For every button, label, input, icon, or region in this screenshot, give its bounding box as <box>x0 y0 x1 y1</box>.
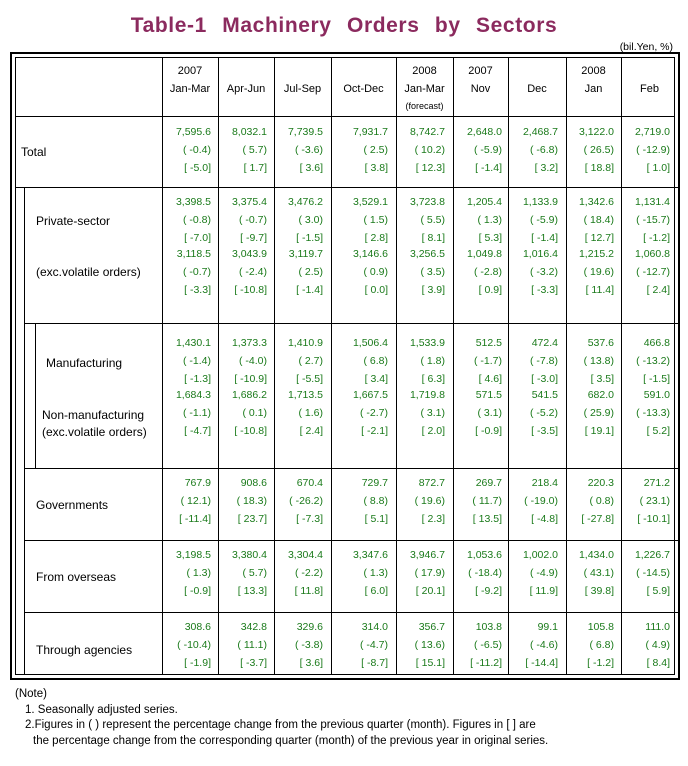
cell-value: [ -27.8] <box>581 513 614 525</box>
cell-value: [ 5.3] <box>478 232 502 244</box>
cell-value: ( 18.3) <box>236 495 267 507</box>
col-header-2007-nov: 2007 Nov <box>468 65 493 95</box>
cell-value: [ 8.1] <box>421 232 445 244</box>
cell-value: 571.5 <box>475 389 502 401</box>
cell-value: ( -26.2) <box>289 495 323 507</box>
cell-value: ( 2.7) <box>298 355 323 367</box>
col-header-2008-jan-mar: 2008 Jan-Mar (forecast) <box>404 65 445 111</box>
cell-value: [ 39.8] <box>584 585 614 597</box>
cell-value: ( 8.8) <box>363 495 388 507</box>
cell-value: 8,032.1 <box>231 126 267 138</box>
cell-value: [ 11.4] <box>585 284 614 296</box>
cell-value: 3,256.5 <box>409 248 445 260</box>
cell-value: ( -6.8) <box>529 144 558 156</box>
row-label-manufacturing: Manufacturing <box>46 356 123 370</box>
cell-value: [ -14.4] <box>525 657 558 669</box>
cell-value: ( -19.0) <box>524 495 558 507</box>
cell-value: 269.7 <box>475 477 502 489</box>
cell-value: 537.6 <box>587 337 614 349</box>
cell-value: [ 3.5] <box>590 373 614 385</box>
cell-value: [ 1.7] <box>243 162 267 174</box>
cell-value: ( -5.2) <box>529 407 558 419</box>
cell-value: ( -0.4) <box>182 144 211 156</box>
cell-value: [ 1.0] <box>646 162 670 174</box>
cell-value: [ -4.7] <box>184 425 211 437</box>
cell-value: 220.3 <box>587 477 614 489</box>
cell-value: [ 3.4] <box>364 373 388 385</box>
cell-value: [ 2.8] <box>364 232 388 244</box>
cell-value: [ 3.6] <box>299 162 323 174</box>
cell-value: [ -2.1] <box>361 425 388 437</box>
cell-value: [ -1.2] <box>587 657 614 669</box>
cell-value: ( 17.9) <box>414 567 445 579</box>
cell-value: [ 19.1] <box>584 425 614 437</box>
cell-value: [ -1.4] <box>531 232 558 244</box>
table-inner <box>15 57 675 675</box>
cell-value: 3,529.1 <box>352 196 388 208</box>
cell-value: ( -2.4) <box>238 266 267 278</box>
cell-value: 271.2 <box>643 477 670 489</box>
cell-value: [ -1.2] <box>643 232 670 244</box>
cell-value: ( -12.7) <box>636 266 670 278</box>
col-header-2007-jan-mar: 2007 Jan-Mar <box>169 65 211 95</box>
cell-value: 2,468.7 <box>522 126 558 138</box>
cell-value: 541.5 <box>531 389 558 401</box>
cell-value: ( 1.8) <box>420 355 445 367</box>
cell-value: 329.6 <box>296 621 323 633</box>
cell-value: 1,049.8 <box>466 248 502 260</box>
cell-value: ( 0.9) <box>363 266 388 278</box>
cell-value: 591.0 <box>643 389 670 401</box>
cell-value: 356.7 <box>418 621 445 633</box>
cell-value: 1,226.7 <box>634 549 670 561</box>
cell-value: [ -1.4] <box>296 284 323 296</box>
col-header-jul-sep: Jul-Sep <box>283 83 322 95</box>
cell-value: ( 25.9) <box>583 407 614 419</box>
cell-value: [ 3.8] <box>364 162 388 174</box>
cell-value: 3,723.8 <box>409 196 445 208</box>
row-label-through-agencies: Through agencies <box>36 643 133 657</box>
cell-value: ( -7.8) <box>529 355 558 367</box>
cell-value: ( 4.9) <box>645 639 670 651</box>
cell-value: ( 0.8) <box>589 495 614 507</box>
cell-value: [ -1.9] <box>184 657 211 669</box>
cell-value: [ -9.7] <box>240 232 267 244</box>
cell-value: ( -2.7) <box>359 407 388 419</box>
cell-value: [ 5.9] <box>646 585 670 597</box>
cell-value: ( -2.2) <box>294 567 323 579</box>
cell-value: ( 3.5) <box>420 266 445 278</box>
cell-value: [ 11.9] <box>529 585 558 597</box>
note-1: 1. Seasonally adjusted series. <box>25 703 178 716</box>
row-label-non-manufacturing-sub: (exc.volatile orders) <box>42 425 147 439</box>
cell-value: 3,146.6 <box>352 248 388 260</box>
section-divider <box>24 323 678 324</box>
cell-value: ( 19.6) <box>414 495 445 507</box>
cell-value: [ 13.5] <box>472 513 502 525</box>
cell-value: ( 26.5) <box>583 144 614 156</box>
cell-value: ( -3.8) <box>294 639 323 651</box>
cell-value: 3,304.4 <box>287 549 323 561</box>
cell-value: 682.0 <box>587 389 614 401</box>
cell-value: ( -1.4) <box>182 355 211 367</box>
cell-value: ( 43.1) <box>583 567 614 579</box>
cell-value: ( -1.7) <box>473 355 502 367</box>
unit-label: (bil.Yen, %) <box>619 41 673 53</box>
cell-value: [ 2.4] <box>299 425 323 437</box>
cell-value: 872.7 <box>418 477 445 489</box>
cell-value: ( -4.9) <box>529 567 558 579</box>
cell-value: 3,398.5 <box>175 196 211 208</box>
cell-value: 1,133.9 <box>522 196 558 208</box>
cell-value: 3,122.0 <box>578 126 614 138</box>
cell-value: ( -3.2) <box>529 266 558 278</box>
row-label-exc-volatile: (exc.volatile orders) <box>36 265 141 279</box>
col-header-2008-jan: 2008 Jan <box>581 65 606 95</box>
cell-value: ( 19.6) <box>583 266 614 278</box>
cell-value: [ 6.3] <box>421 373 445 385</box>
cell-value: ( 1.6) <box>298 407 323 419</box>
cell-value: ( -4.7) <box>359 639 388 651</box>
cell-value: 1,667.5 <box>352 389 388 401</box>
cell-value: [ -3.0] <box>531 373 558 385</box>
cell-value: 1,016.4 <box>522 248 558 260</box>
cell-value: 218.4 <box>531 477 558 489</box>
cell-value: [ 0.0] <box>364 284 388 296</box>
cell-value: 3,375.4 <box>231 196 267 208</box>
cell-value: 1,506.4 <box>352 337 388 349</box>
cell-value: ( -0.7) <box>238 214 267 226</box>
cell-value: 3,347.6 <box>352 549 388 561</box>
cell-value: ( 12.1) <box>180 495 211 507</box>
cell-value: [ 20.1] <box>415 585 445 597</box>
cell-value: [ 2.0] <box>421 425 445 437</box>
cell-value: 3,119.7 <box>288 248 323 260</box>
row-label-from-overseas: From overseas <box>36 570 117 584</box>
cell-value: [ 2.4] <box>646 284 670 296</box>
cell-value: 1,053.6 <box>466 549 502 561</box>
table-title: Table-1 Machinery Orders by Sectors <box>130 14 558 37</box>
cell-value: [ -3.3] <box>531 284 558 296</box>
cell-value: [ -3.5] <box>531 425 558 437</box>
row-label-private-sector: Private-sector <box>36 214 111 228</box>
cell-value: [ 4.6] <box>478 373 502 385</box>
cell-value: ( 13.8) <box>583 355 614 367</box>
cell-value: [ -7.0] <box>184 232 211 244</box>
cell-value: ( -13.2) <box>636 355 670 367</box>
cell-value: ( 1.3) <box>363 567 388 579</box>
cell-value: 7,739.5 <box>287 126 323 138</box>
section-divider <box>24 540 678 541</box>
cell-value: ( -3.6) <box>294 144 323 156</box>
cell-value: 1,686.2 <box>231 389 267 401</box>
row-label-governments: Governments <box>36 498 109 512</box>
cell-value: 1,342.6 <box>578 196 614 208</box>
cell-value: [ 8.4] <box>646 657 670 669</box>
cell-value: 1,719.8 <box>409 389 445 401</box>
cell-value: [ 5.2] <box>646 425 670 437</box>
cell-value: [ 6.0] <box>364 585 388 597</box>
cell-value: [ 12.7] <box>584 232 614 244</box>
notes-heading: (Note) <box>15 688 47 700</box>
cell-value: ( 0.1) <box>242 407 267 419</box>
cell-value: ( -13.3) <box>636 407 670 419</box>
cell-value: ( 23.1) <box>639 495 670 507</box>
cell-value: [ 3.6] <box>299 657 323 669</box>
cell-value: [ 11.8] <box>294 585 323 597</box>
cell-value: [ 15.1] <box>415 657 445 669</box>
cell-value: [ 18.8] <box>584 162 614 174</box>
cell-value: ( 1.5) <box>363 214 388 226</box>
cell-value: ( 3.0) <box>298 214 323 226</box>
cell-value: ( 3.1) <box>477 407 502 419</box>
cell-value: 1,373.3 <box>231 337 267 349</box>
cell-value: ( 5.7) <box>242 144 267 156</box>
cell-value: 472.4 <box>531 337 558 349</box>
section-divider <box>16 187 678 188</box>
notes <box>15 687 548 749</box>
cell-value: ( 6.8) <box>589 639 614 651</box>
cell-value: 670.4 <box>296 477 323 489</box>
note-2: 2.Figures in ( ) represent the percentage change from the previous quarter (month). Figures in [ ] are <box>25 719 536 731</box>
cell-value: [ 2.3] <box>421 513 445 525</box>
cell-value: 1,684.3 <box>175 389 211 401</box>
cell-value: 1,002.0 <box>522 549 558 561</box>
cell-value: 111.0 <box>645 621 670 633</box>
section-divider <box>24 468 678 469</box>
cell-value: ( -5.9) <box>473 144 502 156</box>
cell-value: [ -4.8] <box>531 513 558 525</box>
cell-value: [ -3.3] <box>184 284 211 296</box>
cell-value: 1,131.4 <box>634 196 670 208</box>
cell-value: ( 13.6) <box>414 639 445 651</box>
cell-value: 1,205.4 <box>466 196 502 208</box>
cell-value: ( -6.5) <box>473 639 502 651</box>
cell-value: 1,430.1 <box>175 337 211 349</box>
cell-value: [ -5.5] <box>296 373 323 385</box>
cell-value: 1,533.9 <box>409 337 445 349</box>
cell-value: [ -10.8] <box>234 425 267 437</box>
cell-value: [ 13.3] <box>237 585 267 597</box>
cell-value: 3,380.4 <box>231 549 267 561</box>
cell-value: 342.8 <box>240 621 267 633</box>
cell-value: ( 11.1) <box>237 639 267 651</box>
cell-value: ( 5.5) <box>420 214 445 226</box>
cell-value: ( 2.5) <box>298 266 323 278</box>
cell-value: ( -14.5) <box>636 567 670 579</box>
cell-value: [ -3.7] <box>240 657 267 669</box>
cell-value: ( -4.6) <box>529 639 558 651</box>
cell-value: ( -4.0) <box>238 355 267 367</box>
col-header-oct-dec: Oct-Dec <box>343 83 384 95</box>
cell-value: ( 3.1) <box>420 407 445 419</box>
cell-value: [ -10.8] <box>234 284 267 296</box>
cell-value: 3,043.9 <box>231 248 267 260</box>
cell-value: 1,215.2 <box>578 248 614 260</box>
cell-value: [ -1.5] <box>296 232 323 244</box>
cell-value: ( -18.4) <box>468 567 502 579</box>
cell-value: [ -0.9] <box>184 585 211 597</box>
cell-value: [ 3.2] <box>534 162 558 174</box>
cell-value: [ -5.0] <box>184 162 211 174</box>
section-divider <box>24 612 678 613</box>
cell-value: ( 11.7) <box>472 495 502 507</box>
cell-value: 308.6 <box>184 621 211 633</box>
cell-value: 2,719.0 <box>634 126 670 138</box>
cell-value: ( -12.9) <box>636 144 670 156</box>
cell-value: ( -0.8) <box>182 214 211 226</box>
cell-value: ( -5.9) <box>529 214 558 226</box>
row-label-non-manufacturing: Non-manufacturing <box>42 408 145 422</box>
cell-value: [ -11.2] <box>470 657 502 669</box>
cell-value: ( 18.4) <box>583 214 614 226</box>
cell-value: 7,931.7 <box>352 126 388 138</box>
cell-value: 466.8 <box>643 337 670 349</box>
indent-line <box>24 187 25 674</box>
cell-value: 908.6 <box>240 477 267 489</box>
cell-value: 2,648.0 <box>466 126 502 138</box>
cell-value: [ 3.9] <box>421 284 445 296</box>
cell-value: [ -7.3] <box>296 513 323 525</box>
cell-value: 99.1 <box>537 621 558 633</box>
cell-value: 105.8 <box>587 621 614 633</box>
cell-value: [ 0.9] <box>478 284 502 296</box>
cell-value: 1,713.5 <box>287 389 323 401</box>
cell-value: 1,410.9 <box>287 337 323 349</box>
cell-value: 314.0 <box>361 621 388 633</box>
cell-value: ( -1.1) <box>182 407 211 419</box>
cell-value: ( -0.7) <box>182 266 211 278</box>
cell-value: 3,198.5 <box>175 549 211 561</box>
cell-value: [ 23.7] <box>237 513 267 525</box>
cell-value: 7,595.6 <box>175 126 211 138</box>
cell-value: ( 6.8) <box>363 355 388 367</box>
cell-value: 3,476.2 <box>287 196 323 208</box>
cell-value: 767.9 <box>184 477 211 489</box>
col-header-feb: Feb <box>640 83 659 95</box>
cell-value: [ -10.9] <box>234 373 267 385</box>
cell-value: ( -15.7) <box>636 214 670 226</box>
cell-value: [ -9.2] <box>475 585 502 597</box>
cell-value: [ -1.5] <box>643 373 670 385</box>
cell-value: ( -10.4) <box>177 639 211 651</box>
cell-value: ( 2.5) <box>363 144 388 156</box>
cell-value: 729.7 <box>361 477 388 489</box>
col-header-apr-jun: Apr-Jun <box>226 83 266 95</box>
cell-value: [ -0.9] <box>475 425 502 437</box>
cell-value: ( 1.3) <box>477 214 502 226</box>
cell-value: 103.8 <box>475 621 502 633</box>
cell-value: 1,060.8 <box>634 248 670 260</box>
cell-value: 8,742.7 <box>409 126 445 138</box>
cell-value: ( 1.3) <box>186 567 211 579</box>
cell-value: 3,118.5 <box>176 248 211 260</box>
cell-value: [ -11.4] <box>179 513 211 525</box>
cell-value: ( -2.8) <box>473 266 502 278</box>
cell-value: [ -10.1] <box>637 513 670 525</box>
note-2-continued: the percentage change from the corresponding quarter (month) of the previous year in original series. <box>33 734 549 747</box>
row-label-total: Total <box>21 145 47 159</box>
cell-value: ( 5.7) <box>242 567 267 579</box>
cell-value: [ -1.3] <box>184 373 211 385</box>
col-header-dec: Dec <box>527 83 547 95</box>
cell-value: 1,434.0 <box>578 549 614 561</box>
cell-value: [ -8.7] <box>361 657 388 669</box>
cell-value: 3,946.7 <box>409 549 445 561</box>
cell-value: ( 10.2) <box>414 144 445 156</box>
cell-value: [ 5.1] <box>364 513 388 525</box>
data-table <box>10 52 680 680</box>
cell-value: [ 12.3] <box>415 162 445 174</box>
cell-value: [ -1.4] <box>475 162 502 174</box>
indent-line <box>35 323 36 468</box>
cell-value: 512.5 <box>475 337 502 349</box>
